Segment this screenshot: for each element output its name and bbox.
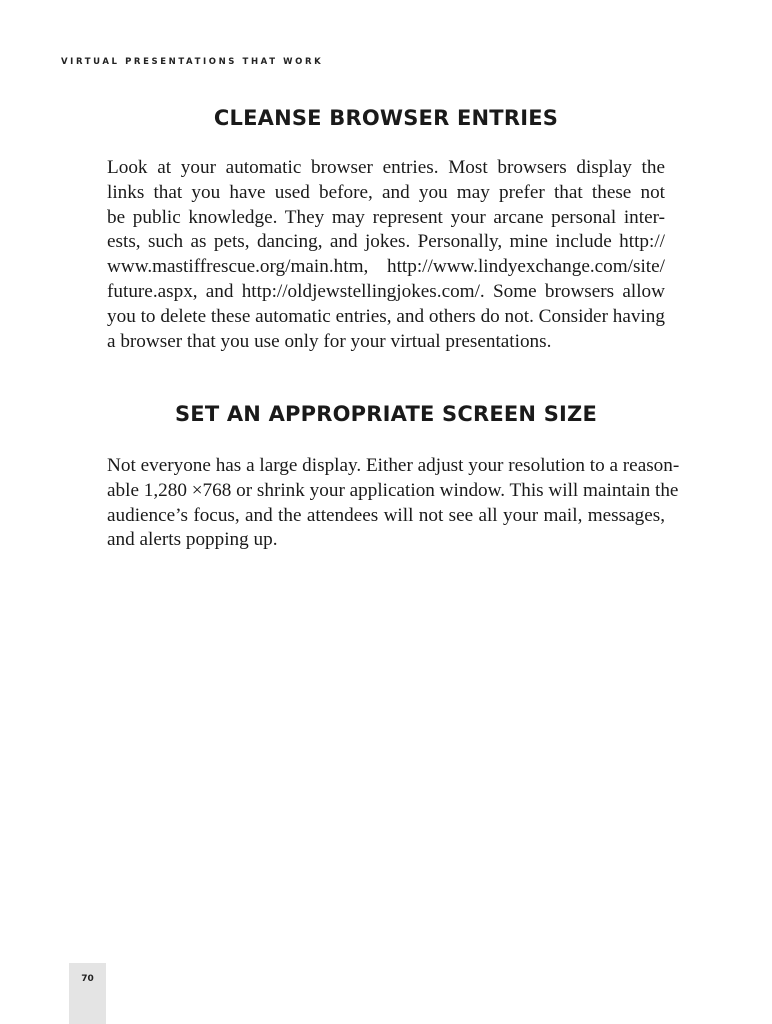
body-paragraph-screen-size: [107, 454, 680, 553]
page-number-tab: [69, 963, 106, 1024]
text-line: future.aspx, and http://oldjewstellingjokes.com/. Some browsers allow: [107, 280, 665, 302]
text-line: www.mastiffrescue.org/main.htm, http://www.lindyexchange.com/site/: [107, 256, 665, 278]
text-line: ests, such as pets, dancing, and jokes. Personally, mine include http://: [107, 231, 665, 253]
text-line: be public knowledge. They may represent your arcane personal inter-: [107, 206, 665, 228]
page-number: 70: [81, 974, 94, 984]
text-line: Look at your automatic browser entries. Most browsers display the: [107, 157, 665, 178]
body-paragraph-browser-entries: [107, 156, 665, 354]
text-line: a browser that you use only for your virtual presentations.: [107, 330, 552, 352]
section-heading-cleanse-browser-entries: CLEANSE BROWSER ENTRIES: [213, 106, 559, 130]
text-line: links that you have used before, and you may prefer that these not: [107, 181, 665, 203]
text-line: and alerts popping up.: [107, 529, 278, 551]
text-line: audience’s focus, and the attendees will not see all your mail, messages,: [107, 504, 665, 526]
text-line: you to delete these automatic entries, and others do not. Consider having: [107, 305, 665, 327]
text-line: Not everyone has a large display. Either adjust your resolution to a reason-: [107, 455, 680, 476]
text-line: able 1,280 ×768 or shrink your application window. This will maintain the: [107, 479, 679, 501]
running-head: VIRTUAL PRESENTATIONS THAT WORK: [61, 57, 324, 67]
section-heading-screen-size: SET AN APPROPRIATE SCREEN SIZE: [174, 402, 598, 426]
